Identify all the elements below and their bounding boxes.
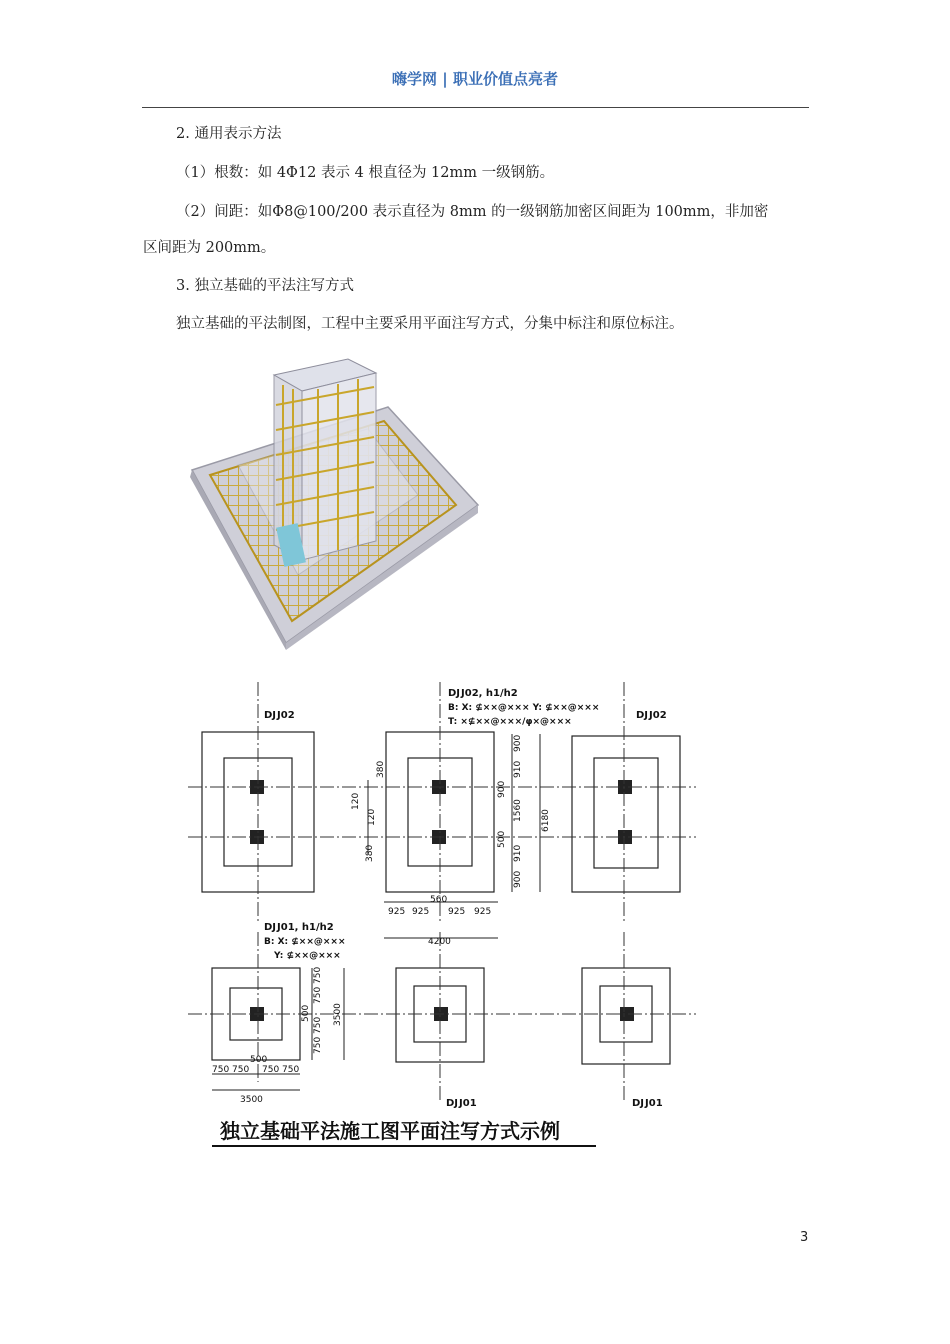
dim-910-b: 910 [513, 844, 523, 862]
dim-560: 560 [430, 895, 448, 905]
label-dj01-center: DJ J01 [446, 1098, 477, 1109]
paragraph-plan-method: 独立基础的平法制图，工程中主要采用平面注写方式，分集中标注和原位标注。 [176, 316, 684, 332]
dim-v750-d: 750 [313, 1036, 323, 1054]
dim-h750-c: 750 [262, 1065, 280, 1075]
dim-900-c: 900 [497, 780, 507, 798]
dim-925-a: 925 [388, 907, 406, 917]
dim-380-top: 380 [376, 760, 386, 778]
header-rule [142, 107, 809, 108]
label-dj01-3: Y: ⊈××@××× [274, 951, 341, 961]
dim-v750-b: 750 [313, 986, 323, 1004]
section-3-heading: 3. 独立基础的平法注写方式 [176, 278, 354, 294]
section-2-heading: 2. 通用表示方法 [176, 126, 282, 142]
dim-380-bottom: 380 [365, 844, 375, 862]
dim-500-a: 500 [497, 830, 507, 848]
dim-h750-b: 750 [232, 1065, 250, 1075]
dim-v750-c: 750 [313, 1016, 323, 1034]
label-dj01-2: B: X: ⊈××@××× [264, 937, 346, 947]
foundation-model-photo [188, 345, 488, 650]
dim-925-b: 925 [412, 907, 430, 917]
dim-v3500: 3500 [333, 1003, 343, 1026]
label-dj01-right: DJ J01 [632, 1098, 663, 1109]
dim-v750-a: 750 [313, 966, 323, 984]
dim-v500: 500 [301, 1004, 311, 1022]
dim-h750-d: 750 [282, 1065, 300, 1075]
dim-910-a: 910 [513, 760, 523, 778]
label-dj02-right: DJ J02 [636, 710, 667, 721]
dim-120-a: 120 [351, 792, 361, 810]
dim-6180: 6180 [541, 809, 551, 832]
label-dj02-center-3: T: ×⊈××@×××/φ×@××× [448, 717, 572, 727]
dim-925-c: 925 [448, 907, 466, 917]
label-dj02-center-1: DJ J02, h1/h2 [448, 688, 518, 699]
dim-120-b: 120 [367, 808, 377, 826]
dim-h3500: 3500 [240, 1095, 263, 1105]
label-dj02-center-2: B: X: ⊈××@××× Y: ⊈××@××× [448, 703, 600, 713]
dim-h750-a: 750 [212, 1065, 230, 1075]
paragraph-spacing-line2: 区间距为 200mm。 [143, 240, 276, 256]
dim-900-b: 900 [513, 870, 523, 888]
page-header: 嗨学网 | 职业价值点亮者 [392, 70, 558, 88]
paragraph-spacing-line1: （2）间距：如Φ8@100/200 表示直径为 8mm 的一级钢筋加密区间距为 100mm，非加密 [176, 204, 769, 220]
label-dj01-1: DJ J01, h1/h2 [264, 922, 334, 933]
paragraph-count: （1）根数：如 4Φ12 表示 4 根直径为 12mm 一级钢筋。 [176, 165, 555, 181]
dim-900-a: 900 [513, 734, 523, 752]
plan-caption: 独立基础平法施工图平面注写方式示例 [220, 1119, 560, 1143]
dim-4200: 4200 [428, 937, 451, 947]
footing-dj02-right-inner [594, 758, 658, 868]
foundation-plan-drawing [178, 682, 710, 1162]
page-number: 3 [800, 1230, 809, 1245]
dim-1560: 1560 [513, 799, 523, 822]
dim-925-d: 925 [474, 907, 492, 917]
dim-h500: 500 [250, 1055, 268, 1065]
label-dj02-left: DJ J02 [264, 710, 295, 721]
